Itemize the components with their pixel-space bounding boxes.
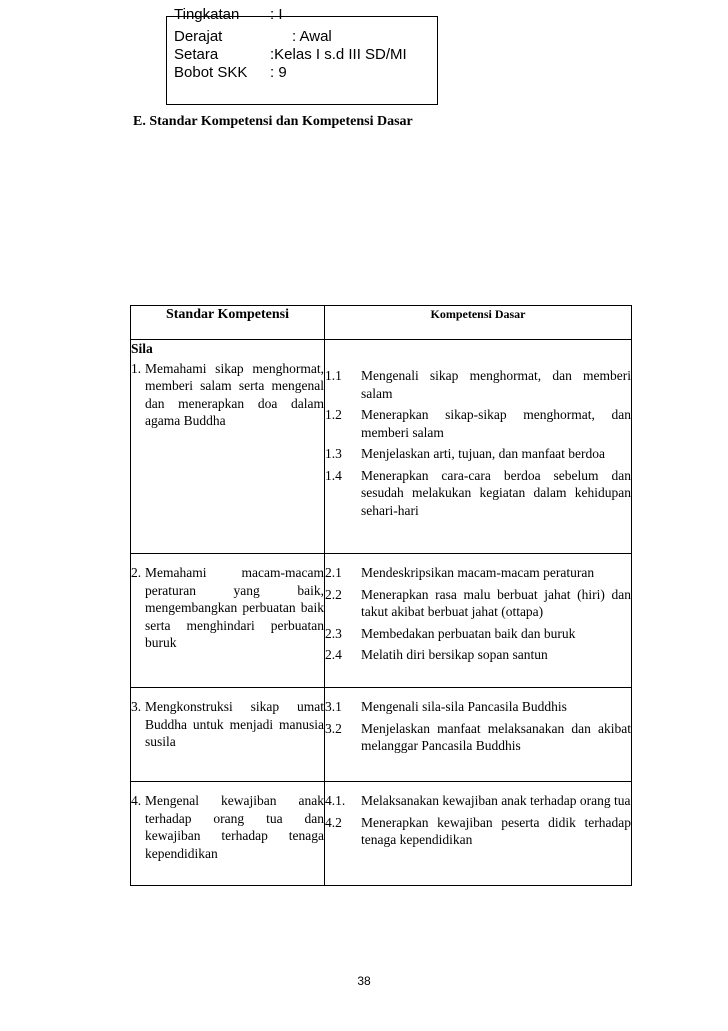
header-standar-kompetensi: Standar Kompetensi (131, 306, 325, 340)
info-value: : I (270, 6, 283, 23)
kd-number: 2.3 (325, 625, 342, 641)
info-label: Tingkatan (174, 6, 240, 23)
standar-cell (131, 688, 325, 782)
list-item (325, 445, 631, 463)
kd-text: Melatih diri bersikap sopan santun (361, 647, 548, 662)
section-heading: E. Standar Kompetensi dan Kompetensi Dasar (133, 114, 413, 129)
list-item (325, 406, 631, 441)
competency-table (130, 305, 632, 886)
kd-text: Menerapkan kewajiban peserta didik terhadap tenaga kependidikan (361, 814, 631, 847)
kd-number: 1.2 (325, 407, 342, 422)
info-value: :Kelas I s.d III SD/MI (270, 46, 407, 63)
kd-number: 1.4 (325, 467, 342, 483)
kd-text: Menerapkan rasa malu berbuat jahat (hiri) dan takut akibat berbuat jahat (ottapa) (361, 586, 631, 619)
kd-text: Mendeskripsikan macam-macam peraturan (361, 565, 595, 580)
standar-text: Mengenal kewajiban anak terhadap orang tua dan kewajiban terhadap tenaga kependidikan (145, 793, 324, 861)
kd-number: 1.3 (325, 446, 342, 461)
kd-text: Mengenali sikap menghormat, dan memberi salam (361, 368, 631, 401)
standar-number: 2. (131, 565, 142, 580)
info-label: Bobot SKK (174, 64, 248, 81)
kd-text: Menerapkan cara-cara berdoa sebelum dan sesudah melakukan kegiatan dalam kehidupan sehari-hari (361, 467, 631, 518)
sila-label: Sila (131, 341, 153, 356)
standar-cell (131, 782, 325, 886)
standar-item (131, 564, 324, 652)
kompetensi-cell (325, 340, 632, 554)
kd-number: 3.1 (325, 699, 342, 714)
kompetensi-cell (325, 782, 632, 886)
kd-number: 4.2 (325, 814, 342, 830)
list-item (325, 720, 631, 755)
table-row (131, 554, 632, 688)
list-item (325, 467, 631, 520)
standar-text: Mengkonstruksi sikap umat Buddha untuk menjadi manusia susila (145, 699, 324, 749)
kd-text: Melaksanakan kewajiban anak terhadap orang tua (361, 793, 631, 808)
table-row (131, 340, 632, 554)
list-item (325, 792, 631, 810)
kompetensi-cell (325, 554, 632, 688)
list-item (325, 367, 631, 402)
kd-number: 2.2 (325, 586, 342, 602)
list-item (325, 586, 631, 621)
list-item (325, 625, 631, 643)
kd-text: Mengenali sila-sila Pancasila Buddhis (361, 699, 567, 714)
kd-number: 2.1 (325, 565, 342, 580)
table-header-row (131, 306, 632, 340)
standar-cell (131, 340, 325, 554)
standar-number: 3. (131, 699, 142, 714)
info-label: Derajat (174, 28, 223, 45)
standar-text: Memahami sikap menghormat, memberi salam serta mengenal dan menerapkan doa dalam agama Buddha (145, 360, 324, 428)
kd-text: Menjelaskan arti, tujuan, dan manfaat berdoa (361, 446, 606, 461)
kompetensi-cell (325, 688, 632, 782)
kd-number: 2.4 (325, 647, 342, 662)
kd-text: Menjelaskan manfaat melaksanakan dan akibat melanggar Pancasila Buddhis (361, 720, 631, 753)
table-row (131, 688, 632, 782)
table-row (131, 782, 632, 886)
kd-number: 1.1 (325, 368, 342, 383)
kd-number: 4.1. (325, 793, 346, 808)
info-label: Setara (174, 46, 219, 63)
standar-text: Memahami macam-macam peraturan yang baik, mengembangkan perbuatan baik serta menghindari perbuatan buruk (145, 565, 324, 650)
standar-cell (131, 554, 325, 688)
kd-number: 3.2 (325, 720, 342, 736)
list-item (325, 698, 631, 716)
standar-item (131, 360, 324, 430)
kd-text: Menerapkan sikap-sikap menghormat, dan memberi salam (361, 407, 631, 440)
standar-number: 1. (131, 360, 142, 376)
list-item (325, 814, 631, 849)
page-number: 38 (357, 974, 371, 988)
header-kompetensi-dasar: Kompetensi Dasar (325, 306, 632, 340)
standar-number: 4. (131, 793, 142, 808)
standar-item (131, 698, 324, 751)
kd-text: Membedakan perbuatan baik dan buruk (361, 625, 576, 641)
standar-item (131, 792, 324, 862)
info-value: : 9 (270, 64, 287, 81)
info-value: : Awal (292, 28, 332, 45)
list-item (325, 646, 631, 664)
list-item (325, 564, 631, 582)
